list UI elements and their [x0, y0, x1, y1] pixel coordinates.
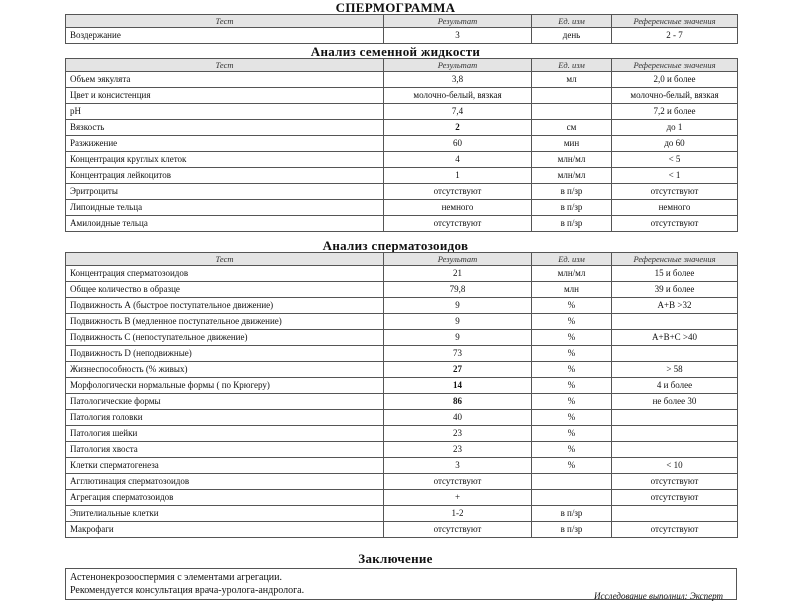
cell-test: Подвижность С (непоступательное движение)	[66, 330, 384, 346]
cell-ref	[612, 442, 738, 458]
abstinence-table	[65, 14, 738, 44]
cell-unit: см	[532, 120, 612, 136]
table-row	[66, 394, 738, 410]
table-row	[66, 88, 738, 104]
cell-unit: млн/мл	[532, 152, 612, 168]
cell-result: 9	[384, 330, 532, 346]
table-row	[66, 282, 738, 298]
cell-result: 7,4	[384, 104, 532, 120]
cell-ref: < 1	[612, 168, 738, 184]
cell-unit: %	[532, 362, 612, 378]
cell-unit: %	[532, 458, 612, 474]
cell-unit: %	[532, 314, 612, 330]
cell-ref: > 58	[612, 362, 738, 378]
cell-ref: 2,0 и более	[612, 72, 738, 88]
section-semen-title: Анализ семенной жидкости	[310, 44, 481, 59]
cell-unit: млн/мл	[532, 266, 612, 282]
table-row	[66, 426, 738, 442]
cell-ref: A+B+C >40	[612, 330, 738, 346]
cell-result: немного	[384, 200, 532, 216]
table-row	[66, 410, 738, 426]
cell-ref: отсутствуют	[612, 474, 738, 490]
cell-test: Подвижность D (неподвижные)	[66, 346, 384, 362]
cell-ref: отсутствуют	[612, 184, 738, 200]
cell-unit	[532, 474, 612, 490]
table-row	[66, 522, 738, 538]
cell-unit: %	[532, 410, 612, 426]
cell-ref: не более 30	[612, 394, 738, 410]
cell-test: Концентрация сперматозоидов	[66, 266, 384, 282]
cell-unit: в п/зр	[532, 184, 612, 200]
cell-result: 9	[384, 298, 532, 314]
cell-unit: день	[532, 28, 612, 44]
cell-unit	[532, 490, 612, 506]
cell-result: 73	[384, 346, 532, 362]
cell-test: pH	[66, 104, 384, 120]
cell-ref: 15 и более	[612, 266, 738, 282]
cell-result: 14	[384, 378, 532, 394]
cell-ref	[612, 506, 738, 522]
cell-result: 3	[384, 28, 532, 44]
table-row	[66, 490, 738, 506]
cell-unit: млн	[532, 282, 612, 298]
conclusion-title: Заключение	[358, 551, 433, 566]
cell-ref: 2 - 7	[612, 28, 738, 44]
cell-result: 9	[384, 314, 532, 330]
cell-test: Подвижность В (медленное поступательное движение)	[66, 314, 384, 330]
cell-ref: 4 и более	[612, 378, 738, 394]
cell-test: Жизнеспособность (% живых)	[66, 362, 384, 378]
cell-test: Концентрация лейкоцитов	[66, 168, 384, 184]
cell-test: Амилоидные тельца	[66, 216, 384, 232]
cell-ref: отсутствуют	[612, 216, 738, 232]
header-result: Результат	[384, 59, 532, 72]
table-row	[66, 330, 738, 346]
table-row	[66, 72, 738, 88]
table-header-row	[66, 15, 738, 28]
cell-ref: до 60	[612, 136, 738, 152]
sperm-body	[66, 266, 738, 538]
table-header-row	[66, 59, 738, 72]
cell-result: 60	[384, 136, 532, 152]
cell-test: Объем эякулята	[66, 72, 384, 88]
cell-unit: в п/зр	[532, 506, 612, 522]
table-row	[66, 346, 738, 362]
table-row	[66, 266, 738, 282]
header-ref: Референсные значения	[612, 59, 738, 72]
conclusion-line: Астенонекрозооспермия с элементами агрегации.	[70, 572, 282, 583]
sperm-table	[65, 252, 738, 538]
cell-unit: %	[532, 378, 612, 394]
cell-result: отсутствуют	[384, 184, 532, 200]
cell-test: Клетки сперматогенеза	[66, 458, 384, 474]
semen-body	[66, 72, 738, 232]
cell-result: 86	[384, 394, 532, 410]
table-row	[66, 474, 738, 490]
cell-unit: %	[532, 442, 612, 458]
semen-table	[65, 58, 738, 232]
table-row	[66, 506, 738, 522]
cell-result: 2	[384, 120, 532, 136]
cell-ref: отсутствуют	[612, 490, 738, 506]
cell-unit: мл	[532, 72, 612, 88]
table-row	[66, 152, 738, 168]
cell-test: Концентрация круглых клеток	[66, 152, 384, 168]
header-result: Результат	[384, 15, 532, 28]
cell-ref	[612, 346, 738, 362]
cell-test: Морфологически нормальные формы ( по Крюгеру)	[66, 378, 384, 394]
cell-result: 23	[384, 442, 532, 458]
cell-result: молочно-белый, вязкая	[384, 88, 532, 104]
table-row	[66, 362, 738, 378]
cell-ref: молочно-белый, вязкая	[612, 88, 738, 104]
header-ref: Референсные значения	[612, 253, 738, 266]
table-row	[66, 442, 738, 458]
header-test: Тест	[66, 253, 384, 266]
cell-result: 4	[384, 152, 532, 168]
cell-ref	[612, 426, 738, 442]
cell-test: Патология головки	[66, 410, 384, 426]
cell-ref: A+B >32	[612, 298, 738, 314]
cell-test: Вязкость	[66, 120, 384, 136]
cell-result: 3,8	[384, 72, 532, 88]
cell-ref	[612, 314, 738, 330]
cell-ref: 39 и более	[612, 282, 738, 298]
cell-test: Агглютинация сперматозоидов	[66, 474, 384, 490]
cell-ref: до 1	[612, 120, 738, 136]
cell-result: 3	[384, 458, 532, 474]
header-test: Тест	[66, 15, 384, 28]
table-row	[66, 104, 738, 120]
cell-unit: %	[532, 346, 612, 362]
cell-test: Эритроциты	[66, 184, 384, 200]
cell-unit: %	[532, 426, 612, 442]
cell-ref: < 10	[612, 458, 738, 474]
cell-unit: %	[532, 298, 612, 314]
cell-unit: млн/мл	[532, 168, 612, 184]
cell-test: Воздержание	[66, 28, 384, 44]
cell-test: Разжижение	[66, 136, 384, 152]
section-sperm-title: Анализ сперматозоидов	[322, 238, 469, 253]
cell-unit: в п/зр	[532, 216, 612, 232]
cell-test: Патология шейки	[66, 426, 384, 442]
header-unit: Ед. изм	[532, 59, 612, 72]
table-row	[66, 184, 738, 200]
cell-test: Патологические формы	[66, 394, 384, 410]
document-title: СПЕРМОГРАММА	[335, 0, 456, 15]
cell-test: Эпителиальные клетки	[66, 506, 384, 522]
cell-test: Липоидные тельца	[66, 200, 384, 216]
table-row	[66, 168, 738, 184]
cell-test: Общее количество в образце	[66, 282, 384, 298]
cell-result: 21	[384, 266, 532, 282]
table-row	[66, 298, 738, 314]
cell-result: 1-2	[384, 506, 532, 522]
cell-unit	[532, 88, 612, 104]
table-row	[66, 216, 738, 232]
cell-unit	[532, 104, 612, 120]
header-unit: Ед. изм	[532, 253, 612, 266]
table-row	[66, 200, 738, 216]
header-unit: Ед. изм	[532, 15, 612, 28]
table-row	[66, 28, 738, 44]
table-row	[66, 120, 738, 136]
cell-test: Макрофаги	[66, 522, 384, 538]
cell-unit: %	[532, 394, 612, 410]
table-row	[66, 378, 738, 394]
cell-result: 27	[384, 362, 532, 378]
cell-result: отсутствуют	[384, 474, 532, 490]
cell-result: отсутствуют	[384, 522, 532, 538]
cell-test: Цвет и консистенция	[66, 88, 384, 104]
cell-ref: 7,2 и более	[612, 104, 738, 120]
table-row	[66, 314, 738, 330]
cell-result: +	[384, 490, 532, 506]
cell-ref: отсутствуют	[612, 522, 738, 538]
cell-unit: в п/зр	[532, 200, 612, 216]
header-test: Тест	[66, 59, 384, 72]
cell-result: 79,8	[384, 282, 532, 298]
conclusion-line: Рекомендуется консультация врача-уролога-андролога.	[70, 585, 305, 596]
cell-unit: в п/зр	[532, 522, 612, 538]
cell-result: 23	[384, 426, 532, 442]
cell-ref: немного	[612, 200, 738, 216]
cell-ref: < 5	[612, 152, 738, 168]
footer-signature: Исследование выполнил: Эксперт	[594, 591, 723, 601]
cell-test: Агрегация сперматозоидов	[66, 490, 384, 506]
cell-unit: мин	[532, 136, 612, 152]
cell-result: 40	[384, 410, 532, 426]
cell-result: 1	[384, 168, 532, 184]
table-header-row	[66, 253, 738, 266]
abstinence-body	[66, 28, 738, 44]
cell-test: Патология хвоста	[66, 442, 384, 458]
table-row	[66, 136, 738, 152]
cell-test: Подвижность А (быстрое поступательное движение)	[66, 298, 384, 314]
table-row	[66, 458, 738, 474]
cell-ref	[612, 410, 738, 426]
cell-unit: %	[532, 330, 612, 346]
header-result: Результат	[384, 253, 532, 266]
header-ref: Референсные значения	[612, 15, 738, 28]
cell-result: отсутствуют	[384, 216, 532, 232]
